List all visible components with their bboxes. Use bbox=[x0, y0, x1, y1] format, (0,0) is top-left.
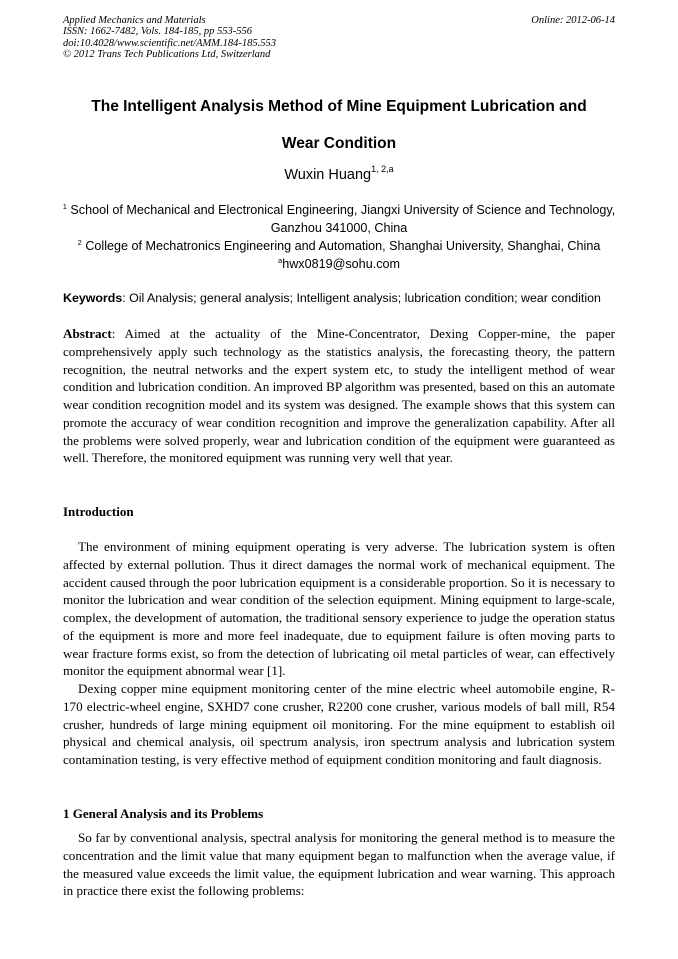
author-name: Wuxin Huang bbox=[284, 167, 372, 183]
affiliation-2 bbox=[50, 237, 628, 255]
doi-line: doi:10.4028/www.scientific.net/AMM.184-185.553 bbox=[63, 37, 276, 49]
online-date: Online: 2012-06-14 bbox=[531, 15, 615, 26]
affiliation-2-sup: 2 bbox=[77, 238, 82, 247]
email-sup: a bbox=[278, 256, 283, 265]
title-line-2: Wear Condition bbox=[281, 135, 397, 152]
abstract-label: Abstract bbox=[63, 326, 112, 341]
affiliation-1-line-2: Ganzhou 341000, China bbox=[270, 221, 408, 235]
copyright-line: © 2012 Trans Tech Publications Ltd, Switzerland bbox=[63, 49, 271, 61]
keywords-text: : Oil Analysis; general analysis; Intelligent analysis; lubrication condition; wear condition bbox=[122, 291, 601, 305]
affiliation-1-sup: 1 bbox=[62, 202, 67, 211]
keywords-label: Keywords bbox=[63, 291, 123, 305]
title-line-1: The Intelligent Analysis Method of Mine Equipment Lubrication and bbox=[91, 98, 587, 115]
introduction-heading: Introduction bbox=[63, 504, 134, 519]
affiliation-1 bbox=[50, 201, 628, 237]
affiliation-2-line-1: College of Mechatronics Engineering and Automation, Shanghai University, Shanghai, China bbox=[85, 239, 601, 253]
author-line bbox=[0, 164, 678, 183]
paper-title bbox=[40, 88, 638, 162]
keywords bbox=[63, 291, 623, 305]
journal-header bbox=[63, 15, 615, 61]
introduction-paragraph-2: Dexing copper mine equipment monitoring center of the mine electric wheel automobile engine, R-170 electric-wheel engine, SXHD7 cone crusher, R2200 cone crusher, various models of ball mill, R54 crusher, hundreds of large mining equipment oil monitoring. For the mine equipment to establish oil physical and chemical analysis, oil spectrum analysis, iron spectrum analysis and lubrication system contamination testing, is very effective method of equipment condition monitoring and fault diagnosis. bbox=[63, 681, 615, 767]
email-line bbox=[50, 255, 628, 273]
section-1-paragraph-1: So far by conventional analysis, spectral analysis for monitoring the general method is to measure the concentration and the limit value that many equipment began to malfunction when the average value, if the measured value exceeds the limit value, the equipment lubrication and wear warning. This approach in practice there exist the following problems: bbox=[63, 830, 615, 899]
affiliation-1-line-1: School of Mechanical and Electronical Engineering, Jiangxi University of Science and Technology, bbox=[70, 203, 616, 217]
section-1-heading: 1 General Analysis and its Problems bbox=[63, 806, 264, 821]
author-superscript: 1, 2,a bbox=[371, 164, 394, 174]
journal-name: Applied Mechanics and Materials bbox=[63, 15, 206, 26]
introduction-paragraph-1: The environment of mining equipment operating is very adverse. The lubrication system is often affected by external pollution. Thus it direct damages the normal work of mechanical equipment. The accident caused through the poor lubrication equipment is a considerable proportion. So it is necessary to monitor the lubrication and wear condition of the selection equipment. Mining equipment to large-scale, complex, the development of automation, the traditional sensory experience to judge the operation status of the equipment is more and more feel inadequate, due to equipment failure is often moving parts to wear fracture forms exist, so from the detection of lubricating oil metal particles of wear, can effectively monitor the equipment abnormal wear [1]. bbox=[63, 539, 615, 679]
issn-line: ISSN: 1662-7482, Vols. 184-185, pp 553-556 bbox=[63, 26, 252, 38]
email-address: hwx0819@sohu.com bbox=[282, 257, 400, 271]
abstract bbox=[63, 325, 615, 467]
abstract-text: : Aimed at the actuality of the Mine-Concentrator, Dexing Copper-mine, the paper comprehensively apply such technology as the statistics analysis, the forecasting theory, the pattern recognition, the neutral networks and the expert system etc, to study the intelligent method of wear condition and lubrication condition. An improved BP algorithm was presented, based on this an automate wear condition recognition model and its system was designed. The example shows that this system can promote the accuracy of wear condition recognition and improve the generalization capability. After all the problems were solved properly, wear and lubrication condition of the equipment were guaranteed as well. Therefore, the monitored equipment was running very well that year. bbox=[63, 326, 615, 466]
